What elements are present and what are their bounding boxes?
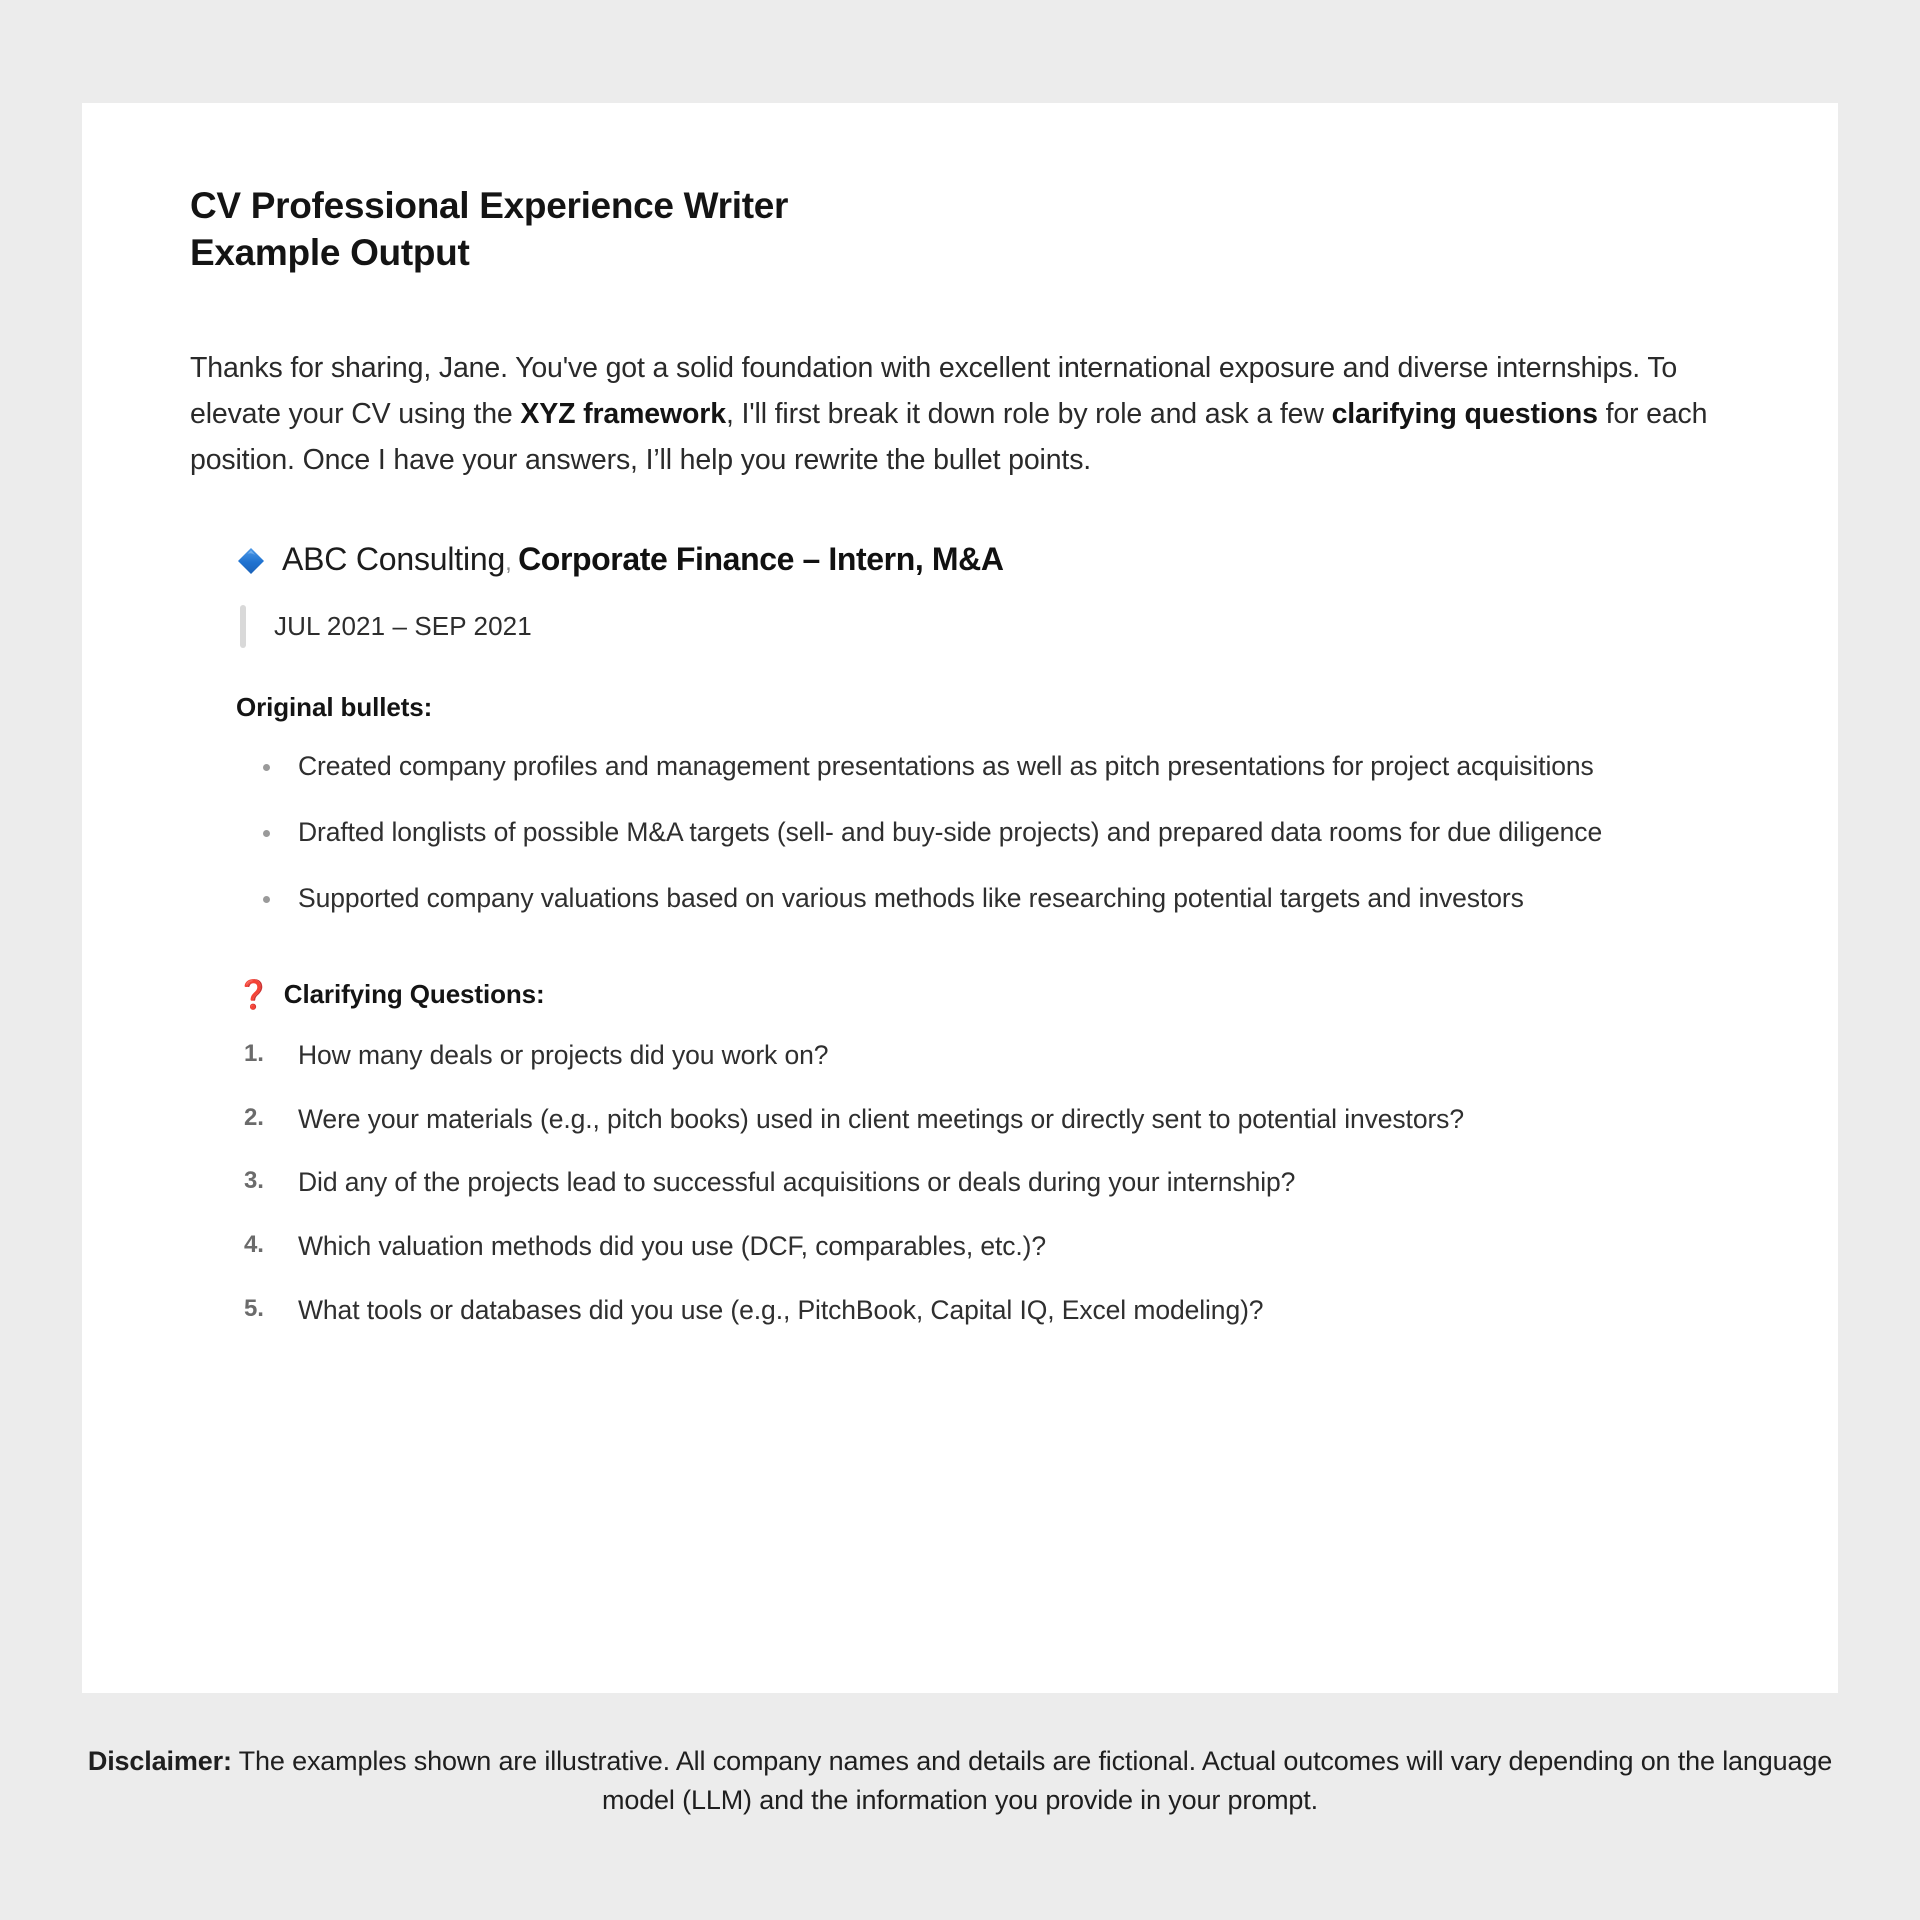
- list-item: Supported company valuations based on various methods like researching potential targets and investors: [236, 877, 1718, 921]
- original-bullets-label: Original bullets:: [236, 692, 433, 723]
- list-item-number: 1.: [244, 1039, 264, 1067]
- disclaimer: [82, 1742, 1838, 1820]
- clarifying-questions-label: [236, 979, 1738, 1010]
- list-item: Drafted longlists of possible M&A targets (sell- and buy-side projects) and prepared data rooms for due diligence: [236, 811, 1718, 855]
- intro-paragraph: [190, 345, 1738, 483]
- intro-part-1: Thanks for sharing, Jane. You've got a solid foundation with excellent international exposure and diverse internships. To elevate your CV using the: [190, 351, 1678, 431]
- list-item: [236, 1036, 1738, 1076]
- list-item: [236, 1227, 1738, 1267]
- page-title-line-2: Example Output: [190, 231, 470, 273]
- list-item-number: 5.: [244, 1294, 264, 1322]
- clarifying-questions-list: [236, 1036, 1738, 1331]
- disclaimer-text: The examples shown are illustrative. All company names and details are fictional. Actual outcomes will vary depending on the language model (LLM) and the information you provide in your prompt.: [231, 1746, 1833, 1816]
- role-title: Corporate Finance – Intern, M&A: [518, 541, 1004, 578]
- page-title: [190, 183, 1738, 277]
- date-accent-bar: [240, 605, 246, 648]
- list-item-text: How many deals or projects did you work on?: [298, 1039, 829, 1070]
- list-item-number: 3.: [244, 1167, 264, 1195]
- blue-diamond-icon: [236, 546, 266, 576]
- list-item-text: Were your materials (e.g., pitch books) used in client meetings or directly sent to potential investors?: [298, 1103, 1464, 1134]
- list-item-text: Which valuation methods did you use (DCF, comparables, etc.)?: [298, 1231, 1047, 1262]
- list-item: [236, 1100, 1738, 1140]
- list-item-text: What tools or databases did you use (e.g., PitchBook, Capital IQ, Excel modeling)?: [298, 1294, 1264, 1325]
- disclaimer-label: Disclaimer:: [87, 1746, 232, 1776]
- page-title-line-1: CV Professional Experience Writer: [190, 185, 789, 226]
- role-header: [236, 539, 1738, 581]
- list-item: [236, 1163, 1738, 1203]
- role-separator: ,: [505, 549, 512, 577]
- role-date-row: [236, 605, 1738, 648]
- list-item-number: 2.: [244, 1103, 264, 1131]
- role-dates: JUL 2021 – SEP 2021: [274, 611, 532, 642]
- list-item: [236, 1291, 1738, 1331]
- role-output-block: [212, 539, 1738, 1330]
- clarifying-questions-label-text: Clarifying Questions:: [283, 978, 545, 1009]
- list-item-number: 4.: [244, 1231, 264, 1259]
- card-content: [190, 183, 1738, 1355]
- list-item: Created company profiles and management presentations as well as pitch presentations for project acquisitions: [236, 745, 1718, 789]
- intro-part-3: for each position. Once I have your answers, I’ll help you rewrite the bullet points.: [190, 398, 1708, 477]
- company-name: ABC Consulting: [282, 541, 506, 578]
- original-bullets-list: [236, 745, 1738, 921]
- intro-part-2: , I'll first break it down role by role and ask a few: [725, 398, 1332, 431]
- red-question-mark-icon: ❓: [236, 978, 271, 1012]
- intro-bold-xyz-framework: XYZ framework: [520, 398, 726, 431]
- intro-bold-clarifying-questions: clarifying questions: [1331, 398, 1598, 431]
- example-output-card: [82, 103, 1838, 1693]
- list-item-text: Did any of the projects lead to successful acquisitions or deals during your internship?: [298, 1167, 1296, 1198]
